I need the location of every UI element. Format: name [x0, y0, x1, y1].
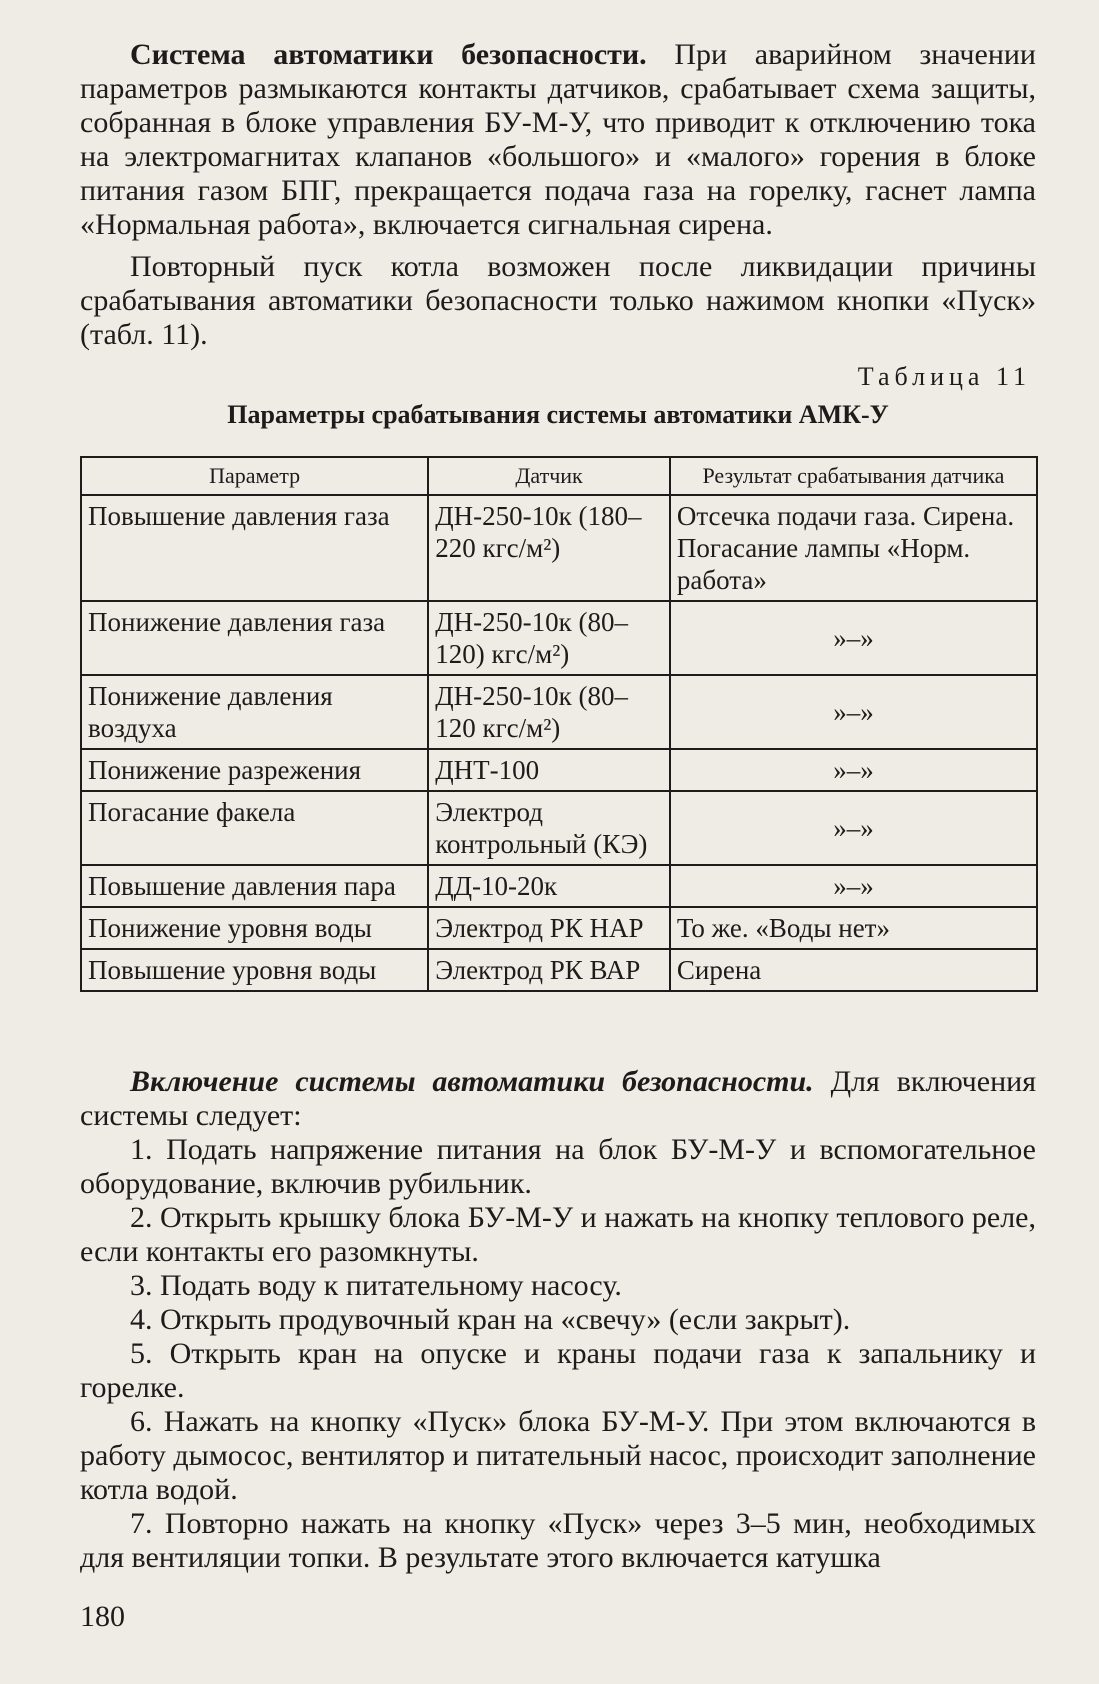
section-activation: [80, 1065, 1036, 1575]
safety-system-heading: Система автоматики безопасности.: [130, 38, 647, 71]
cell-sensor: Электрод РК НАР: [428, 907, 670, 949]
cell-result: »–»: [670, 749, 1037, 791]
safety-system-text: При аварийном значении параметров размыкаются контакты датчиков, срабатывает схема защиты, собранная в блоке управления БУ-М-У, что приводит к отключению тока на электромагнитах клапанов «большого» и «малого» горения в блоке питания газом БПГ, прекращается подача газа на горелку, гаснет лампа «Нормальная работа», включается сигнальная сирена.: [80, 38, 1036, 241]
table-row: [81, 865, 1037, 907]
cell-sensor: ДН-250-10к (180–220 кгс/м²): [428, 495, 670, 601]
table-row: [81, 749, 1037, 791]
cell-parameter: Понижение уровня воды: [81, 907, 428, 949]
header-sensor: Датчик: [428, 457, 670, 495]
cell-parameter: Понижение давления газа: [81, 601, 428, 675]
restart-text: Повторный пуск котла возможен после ликвидации причины срабатывания автоматики безопасности только нажимом кнопки «Пуск» (табл. 11).: [80, 250, 1036, 351]
cell-parameter: Повышение уровня воды: [81, 949, 428, 991]
list-item: 6. Нажать на кнопку «Пуск» блока БУ-М-У. При этом включаются в работу дымосос, вентилятор и питательный насос, происходит заполнение котла водой.: [80, 1405, 1036, 1506]
list-item: 1. Подать напряжение питания на блок БУ-М-У и вспомогательное оборудование, включив рубильник.: [80, 1133, 1036, 1200]
cell-sensor: ДН-250-10к (80–120 кгс/м²): [428, 675, 670, 749]
cell-result: »–»: [670, 865, 1037, 907]
cell-result: То же. «Воды нет»: [670, 907, 1037, 949]
cell-parameter: Погасание факела: [81, 791, 428, 865]
list-item: 2. Открыть крышку блока БУ-М-У и нажать на кнопку теплового реле, если контакты его разомкнуты.: [80, 1201, 1036, 1268]
list-item: 3. Подать воду к питательному насосу.: [130, 1269, 622, 1302]
parameters-table: [80, 456, 1038, 992]
cell-result: Сирена: [670, 949, 1037, 991]
cell-sensor: ДН-250-10к (80–120) кгс/м²): [428, 601, 670, 675]
list-item: 5. Открыть кран на опуске и краны подачи газа к запальнику и горелке.: [80, 1337, 1036, 1404]
header-result: Результат срабатывания датчика: [670, 457, 1037, 495]
list-item: 4. Открыть продувочный кран на «свечу» (если закрыт).: [130, 1303, 851, 1336]
table-header-row: [81, 457, 1037, 495]
cell-sensor: ДНТ-100: [428, 749, 670, 791]
table-row: [81, 949, 1037, 991]
cell-sensor: Электрод РК ВАР: [428, 949, 670, 991]
cell-result: »–»: [670, 791, 1037, 865]
paragraph-restart: [80, 250, 1036, 352]
cell-parameter: Понижение разрежения: [81, 749, 428, 791]
paragraph-safety-system: [80, 38, 1036, 242]
cell-parameter: Понижение давления воздуха: [81, 675, 428, 749]
page-number: 180: [80, 1600, 125, 1633]
cell-sensor: ДД-10-20к: [428, 865, 670, 907]
activation-intro: Для включения системы следует:: [80, 1065, 1036, 1132]
table-row: [81, 791, 1037, 865]
cell-sensor: Электрод контрольный (КЭ): [428, 791, 670, 865]
table-row: [81, 601, 1037, 675]
table-title: Параметры срабатывания системы автоматики АМК-У: [227, 400, 889, 429]
cell-parameter: Повышение давления газа: [81, 495, 428, 601]
cell-result: »–»: [670, 675, 1037, 749]
activation-heading: Включение системы автоматики безопасности.: [130, 1065, 814, 1098]
table-row: [81, 495, 1037, 601]
cell-result: »–»: [670, 601, 1037, 675]
cell-parameter: Повышение давления пара: [81, 865, 428, 907]
header-parameter: Параметр: [81, 457, 428, 495]
list-item: 7. Повторно нажать на кнопку «Пуск» через 3–5 мин, необходимых для вентиляции топки. В результате этого включается катушка: [80, 1507, 1036, 1574]
cell-result: Отсечка подачи газа. Сирена. Погасание лампы «Норм. работа»: [670, 495, 1037, 601]
table-label: Таблица 11: [857, 362, 1031, 391]
table-row: [81, 675, 1037, 749]
table-row: [81, 907, 1037, 949]
